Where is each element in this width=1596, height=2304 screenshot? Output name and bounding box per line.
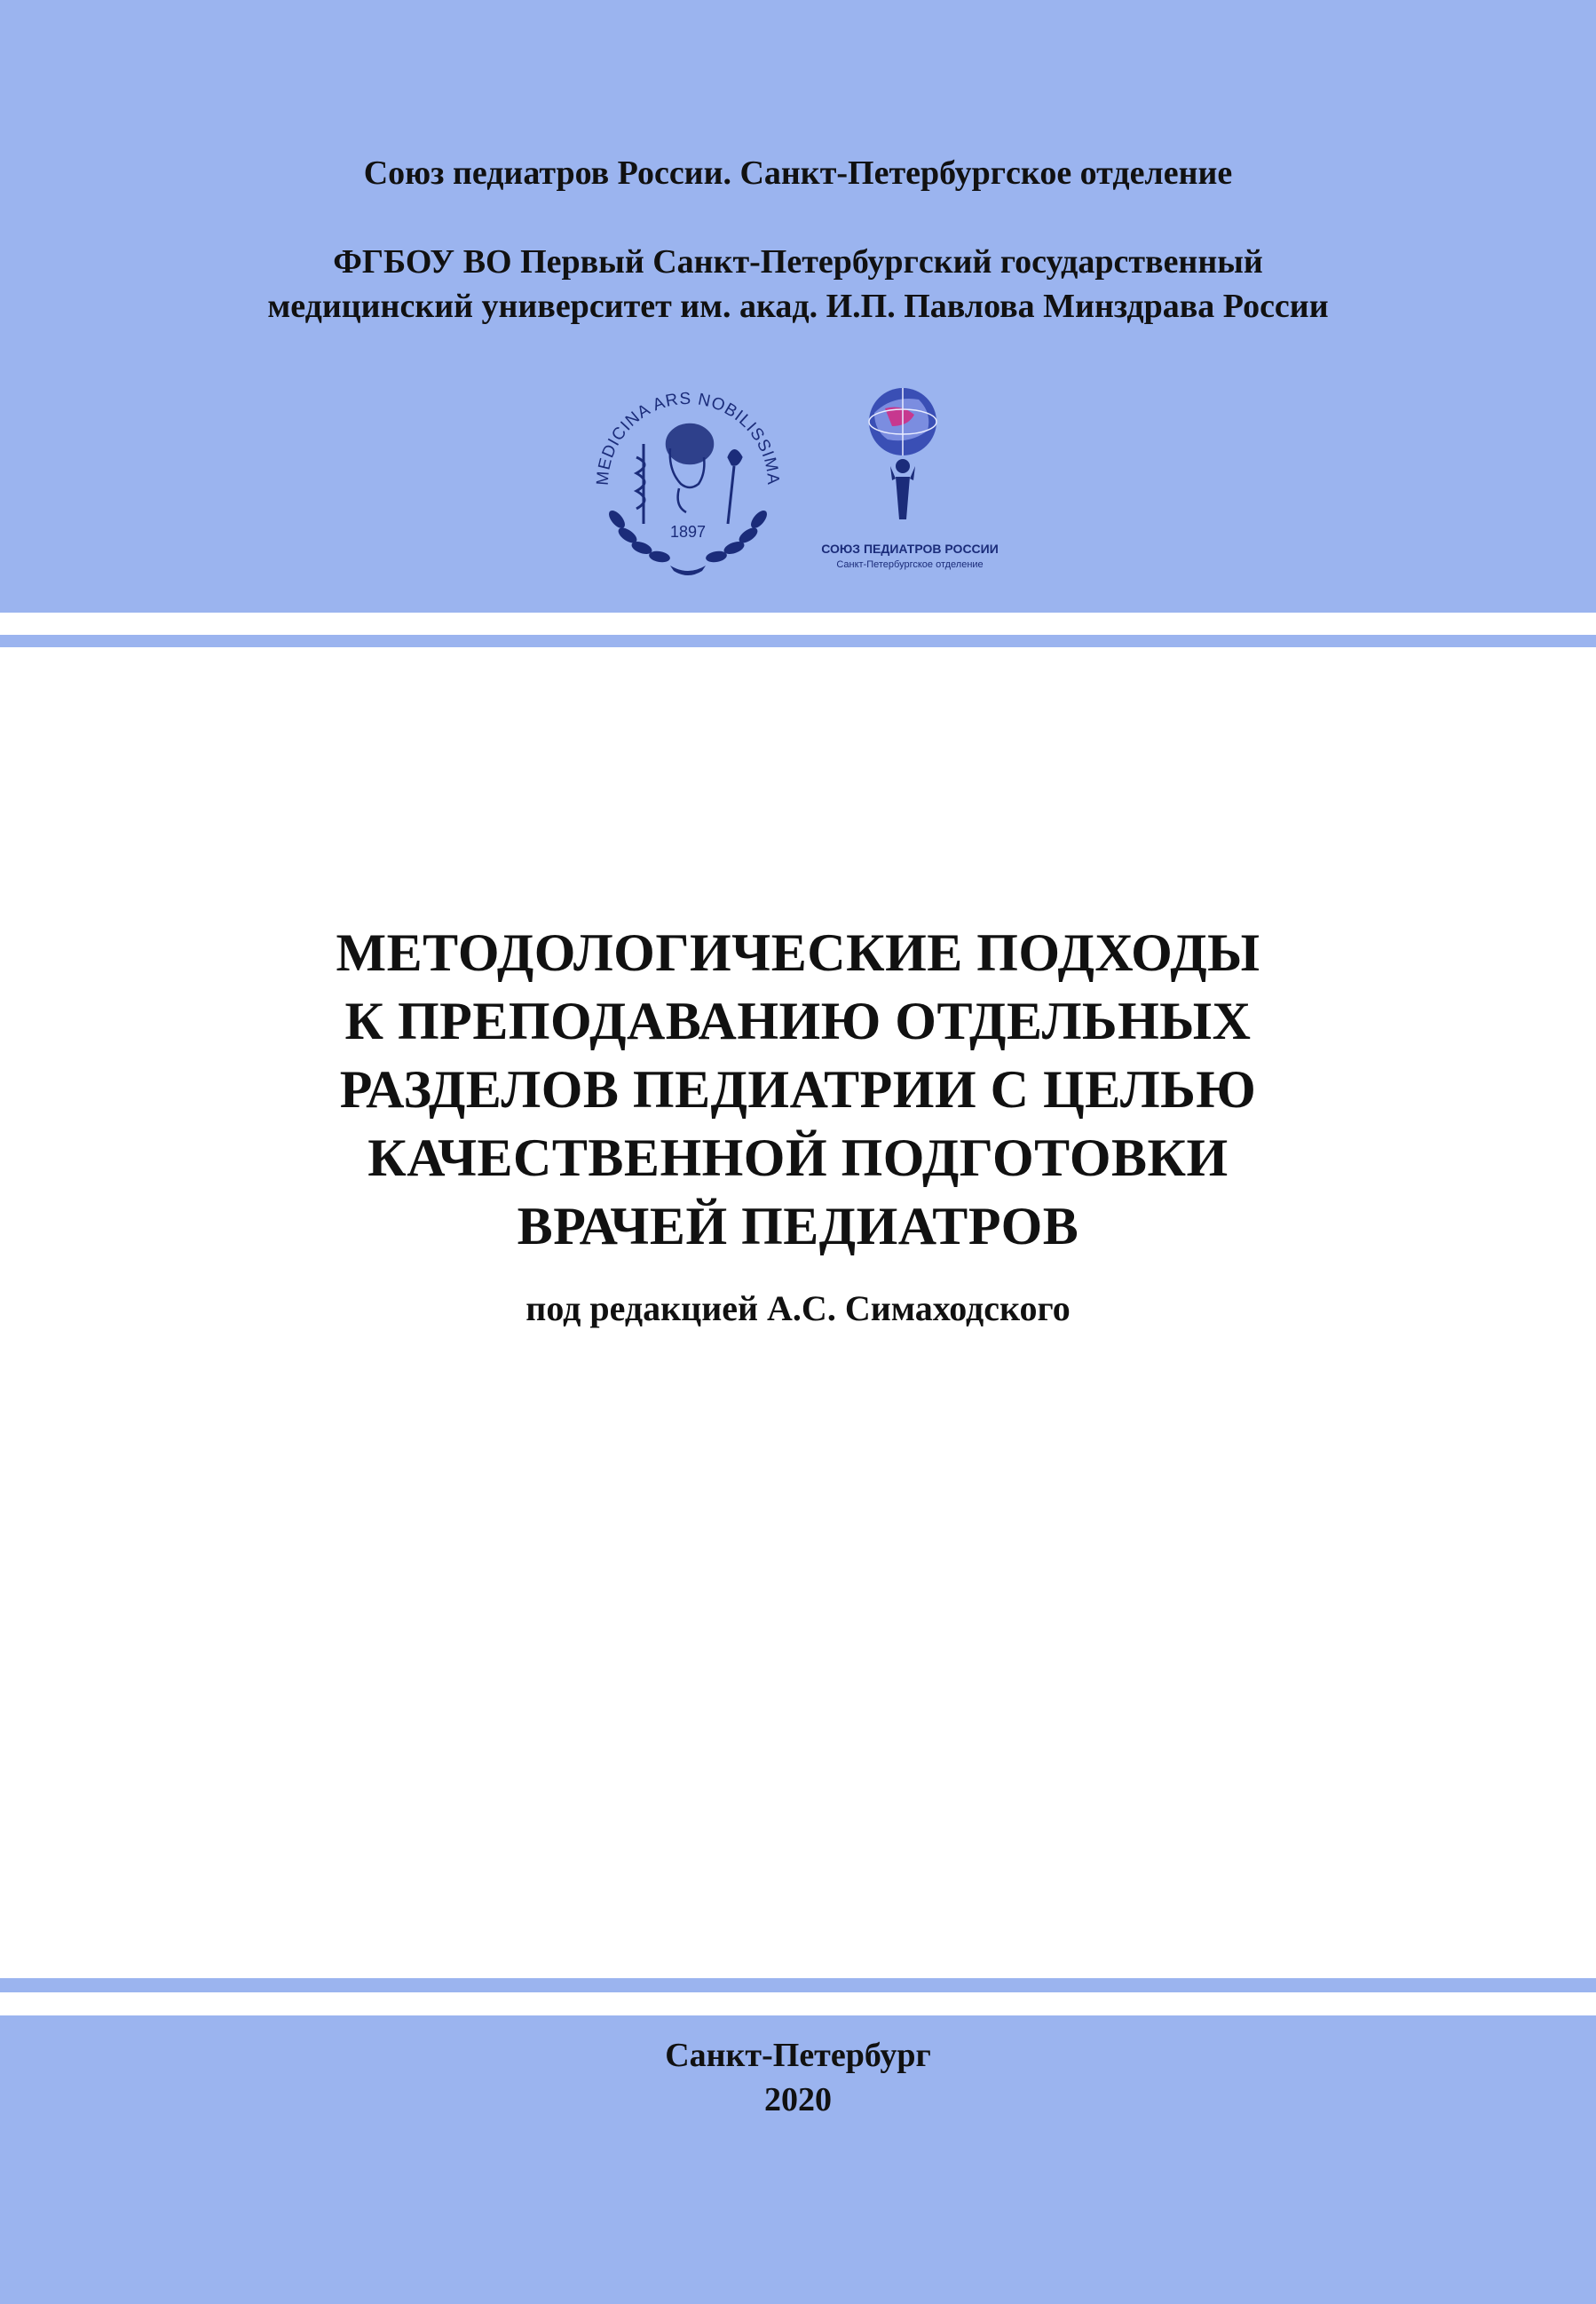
profile-head-icon [667, 424, 713, 512]
editor-credit: под редакцией А.С. Симаходского [525, 1288, 1071, 1328]
union-logo-caption: СОЮЗ ПЕДИАТРОВ РОССИИ [821, 542, 999, 556]
title-line: КАЧЕСТВЕННОЙ ПОДГОТОВКИ [367, 1128, 1229, 1187]
union-logo-subcaption: Санкт-Петербургское отделение [836, 559, 984, 570]
torch-icon [728, 451, 741, 525]
publication-year: 2020 [764, 2081, 832, 2118]
book-title [0, 919, 1596, 1261]
publication-city: Санкт-Петербург [665, 2037, 931, 2074]
publication-info [0, 2033, 1596, 2122]
title-line: К ПРЕПОДАВАНИЮ ОТДЕЛЬНЫХ [344, 992, 1252, 1050]
laurel-wreath-icon [606, 508, 770, 575]
title-line: МЕТОДОЛОГИЧЕСКИЕ ПОДХОДЫ [336, 923, 1260, 982]
title-line: ВРАЧЕЙ ПЕДИАТРОВ [517, 1197, 1079, 1255]
emblem-motto: MEDICINA ARS NOBILISSIMA [593, 389, 783, 487]
child-figure-icon [890, 459, 915, 519]
staff-of-asclepius-icon [636, 444, 644, 524]
university-name [0, 240, 1596, 329]
organization-line: Союз педиатров России. Санкт-Петербургское отделение [363, 154, 1233, 192]
pediatric-union-logo [803, 377, 1016, 590]
university-line-1: ФГБОУ ВО Первый Санкт-Петербургский государственный [333, 243, 1263, 281]
title-line: РАЗДЕЛОВ ПЕДИАТРИИ С ЦЕЛЬЮ [339, 1060, 1257, 1119]
bottom-divider-stripe [0, 1978, 1596, 1992]
emblem-year: 1897 [669, 523, 707, 541]
globe-icon [869, 388, 936, 455]
university-line-2: медицинский университет им. акад. И.П. Павлова Минздрава России [267, 288, 1329, 325]
university-emblem-logo [581, 360, 794, 590]
top-divider-stripe [0, 635, 1596, 647]
